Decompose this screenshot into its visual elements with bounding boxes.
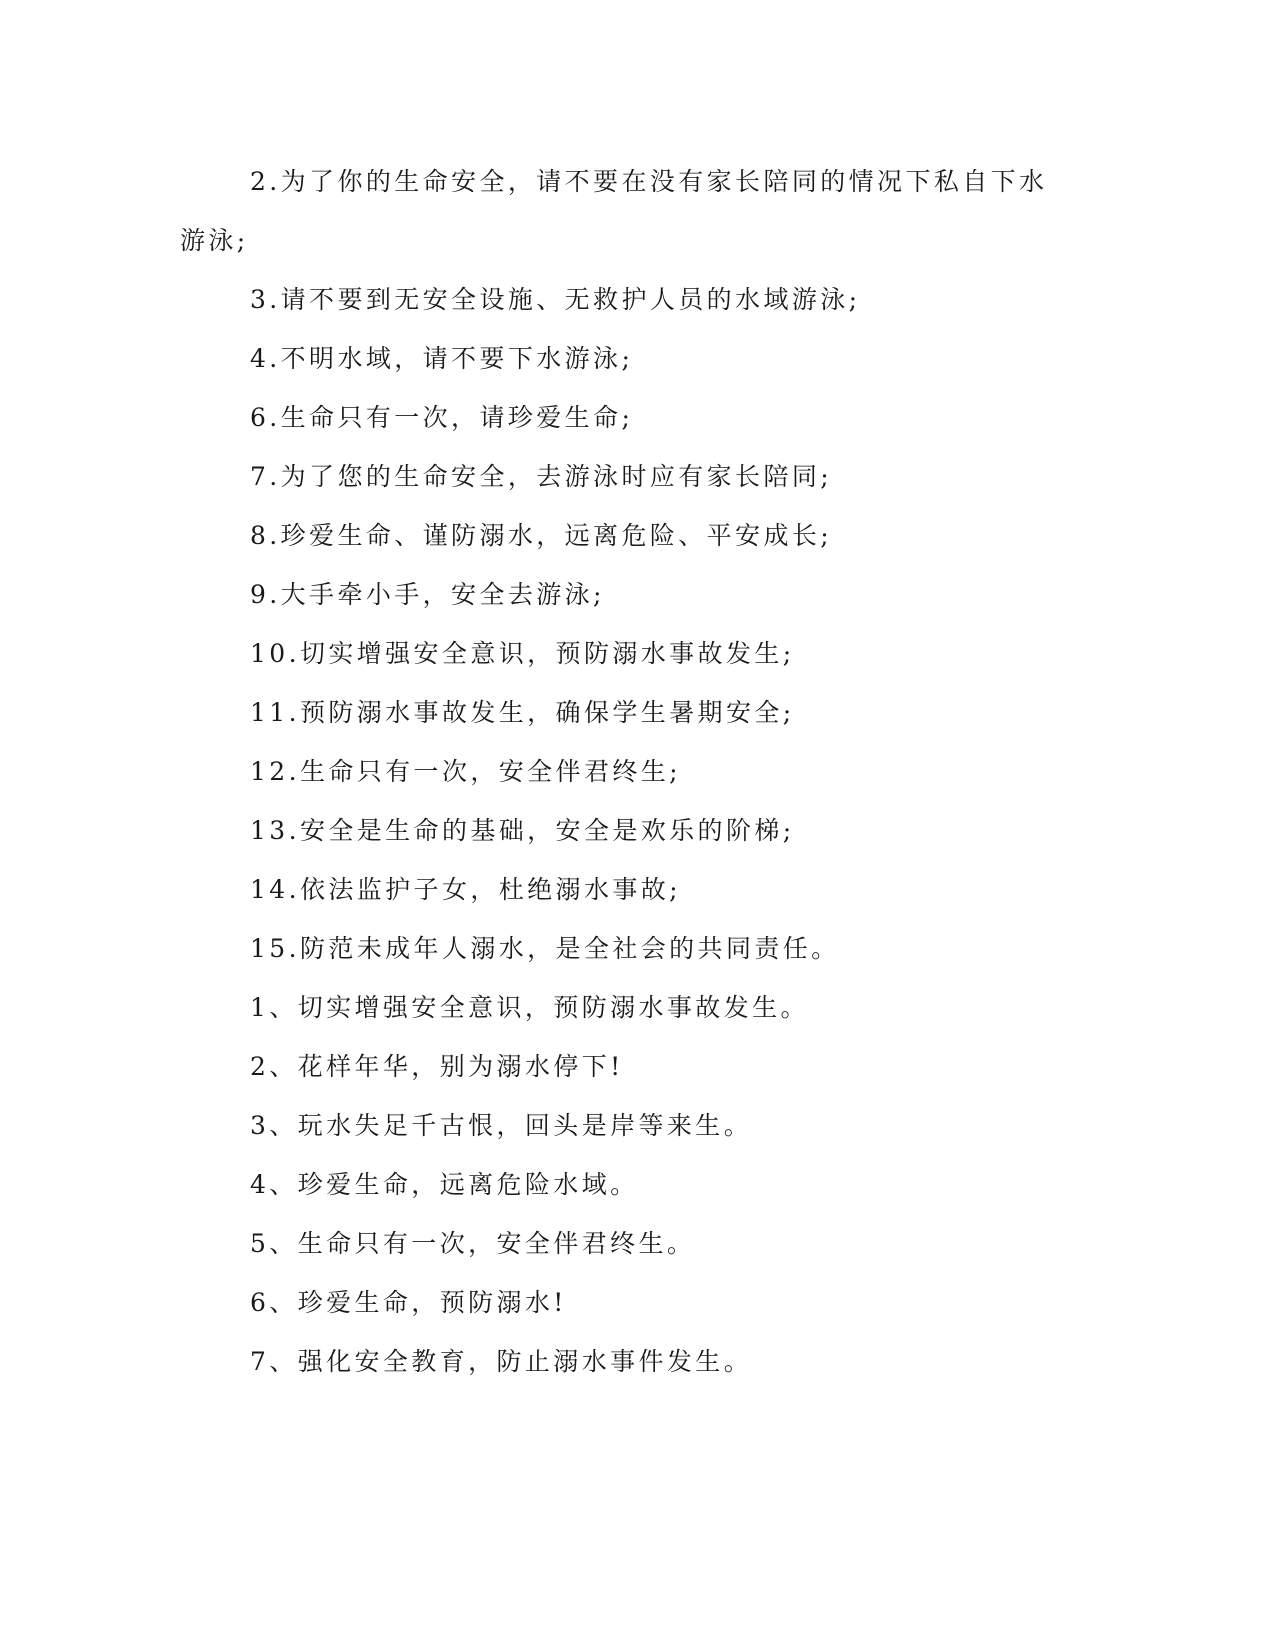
list-item: 5、生命只有一次，安全伴君终生。 xyxy=(250,1229,696,1258)
list-item: 15.防范未成年人溺水，是全社会的共同责任。 xyxy=(250,934,840,963)
list-item: 6、珍爱生命，预防溺水! xyxy=(250,1288,567,1317)
list-item: 7、强化安全教育，防止溺水事件发生。 xyxy=(250,1347,753,1376)
list-item: 11.预防溺水事故发生，确保学生暑期安全; xyxy=(250,698,795,727)
list-item-continuation: 游泳; xyxy=(180,226,249,255)
list-item: 2、花样年华，别为溺水停下! xyxy=(250,1052,624,1081)
list-item: 7.为了您的生命安全，去游泳时应有家长陪同; xyxy=(250,462,833,491)
list-item: 4、珍爱生命，远离危险水域。 xyxy=(250,1170,639,1199)
list-item: 10.切实增强安全意识，预防溺水事故发生; xyxy=(250,639,795,668)
list-item: 13.安全是生命的基础，安全是欢乐的阶梯; xyxy=(250,816,795,845)
list-item: 3.请不要到无安全设施、无救护人员的水域游泳; xyxy=(250,285,861,314)
list-item: 14.依法监护子女，杜绝溺水事故; xyxy=(250,875,681,904)
list-item: 6.生命只有一次，请珍爱生命; xyxy=(250,403,634,432)
list-item: 8.珍爱生命、谨防溺水，远离危险、平安成长; xyxy=(250,521,833,550)
list-item: 9.大手牵小手，安全去游泳; xyxy=(250,580,605,609)
list-item: 4.不明水域，请不要下水游泳; xyxy=(250,344,634,373)
list-item: 2.为了你的生命安全，请不要在没有家长陪同的情况下私自下水 xyxy=(250,167,1048,196)
list-item: 1、切实增强安全意识，预防溺水事故发生。 xyxy=(250,993,809,1022)
document-body xyxy=(180,152,1048,1391)
list-item: 12.生命只有一次，安全伴君终生; xyxy=(250,757,681,786)
list-item: 3、玩水失足千古恨，回头是岸等来生。 xyxy=(250,1111,753,1140)
